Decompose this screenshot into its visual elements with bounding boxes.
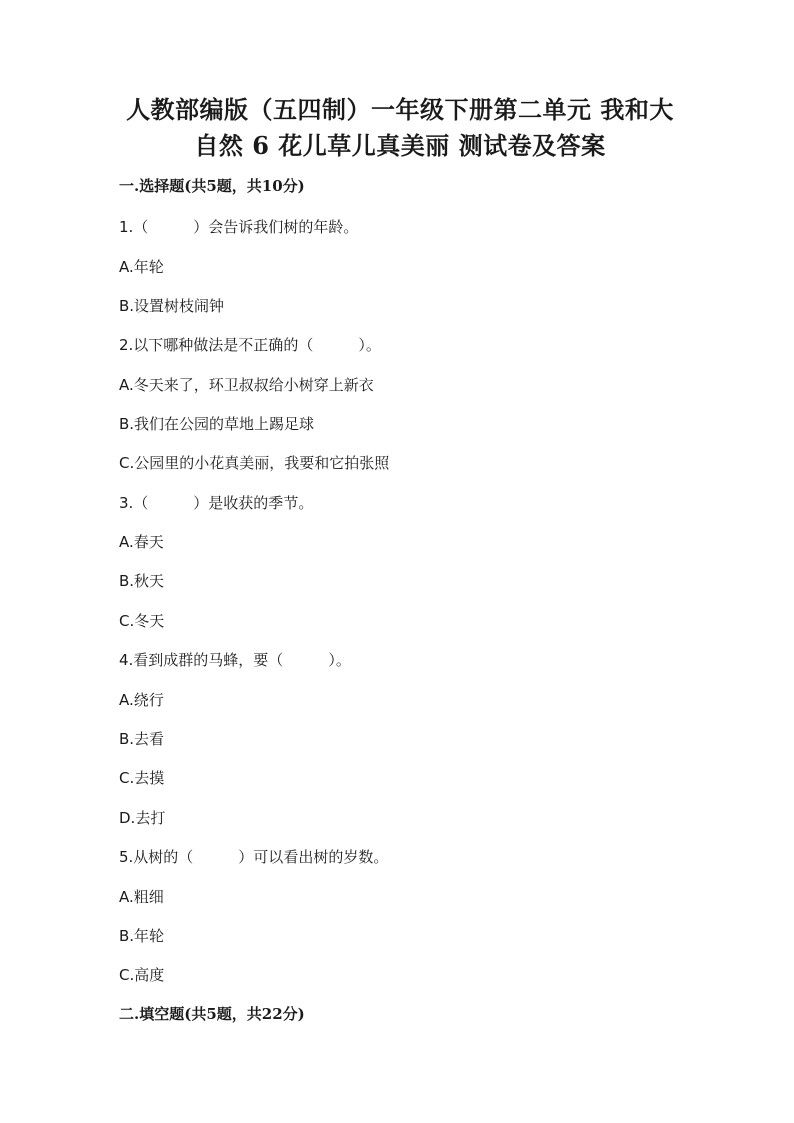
question-4-stem: 4.看到成群的马蜂，要（ ）。 bbox=[119, 651, 351, 669]
question-5-option-b: B.年轮 bbox=[119, 927, 165, 945]
question-4-option-a: A.绕行 bbox=[119, 691, 164, 709]
question-5-stem: 5.从树的（ ）可以看出树的岁数。 bbox=[119, 848, 389, 866]
question-3-option-c: C.冬天 bbox=[119, 612, 165, 630]
title-line-1: 人教部编版（五四制）一年级下册第二单元 我和大 bbox=[126, 95, 674, 124]
question-4-option-b: B.去看 bbox=[119, 730, 165, 748]
section-heading-multiple-choice: 一.选择题(共5题，共10分) bbox=[119, 177, 305, 195]
question-3-option-b: B.秋天 bbox=[119, 572, 165, 590]
question-3-option-a: A.春天 bbox=[119, 533, 164, 551]
question-3-stem: 3.（ ）是收获的季节。 bbox=[119, 494, 314, 512]
document-title bbox=[110, 92, 690, 164]
question-2-option-a: A.冬天来了，环卫叔叔给小树穿上新衣 bbox=[119, 376, 374, 394]
question-2-option-c: C.公园里的小花真美丽，我要和它拍张照 bbox=[119, 454, 390, 472]
question-2-stem: 2.以下哪种做法是不正确的（ ）。 bbox=[119, 336, 381, 354]
question-4-option-c: C.去摸 bbox=[119, 769, 165, 787]
question-1-option-b: B.设置树枝闹钟 bbox=[119, 297, 225, 315]
question-5-option-c: C.高度 bbox=[119, 966, 165, 984]
question-4-option-d: D.去打 bbox=[119, 809, 166, 827]
question-1-stem: 1.（ ）会告诉我们树的年龄。 bbox=[119, 218, 359, 236]
question-1-option-a: A.年轮 bbox=[119, 258, 164, 276]
title-line-2: 自然 6 花儿草儿真美丽 测试卷及答案 bbox=[194, 131, 606, 160]
question-5-option-a: A.粗细 bbox=[119, 888, 164, 906]
section-heading-fill-in-blank: 二.填空题(共5题，共22分) bbox=[119, 1005, 305, 1023]
question-2-option-b: B.我们在公园的草地上踢足球 bbox=[119, 415, 315, 433]
